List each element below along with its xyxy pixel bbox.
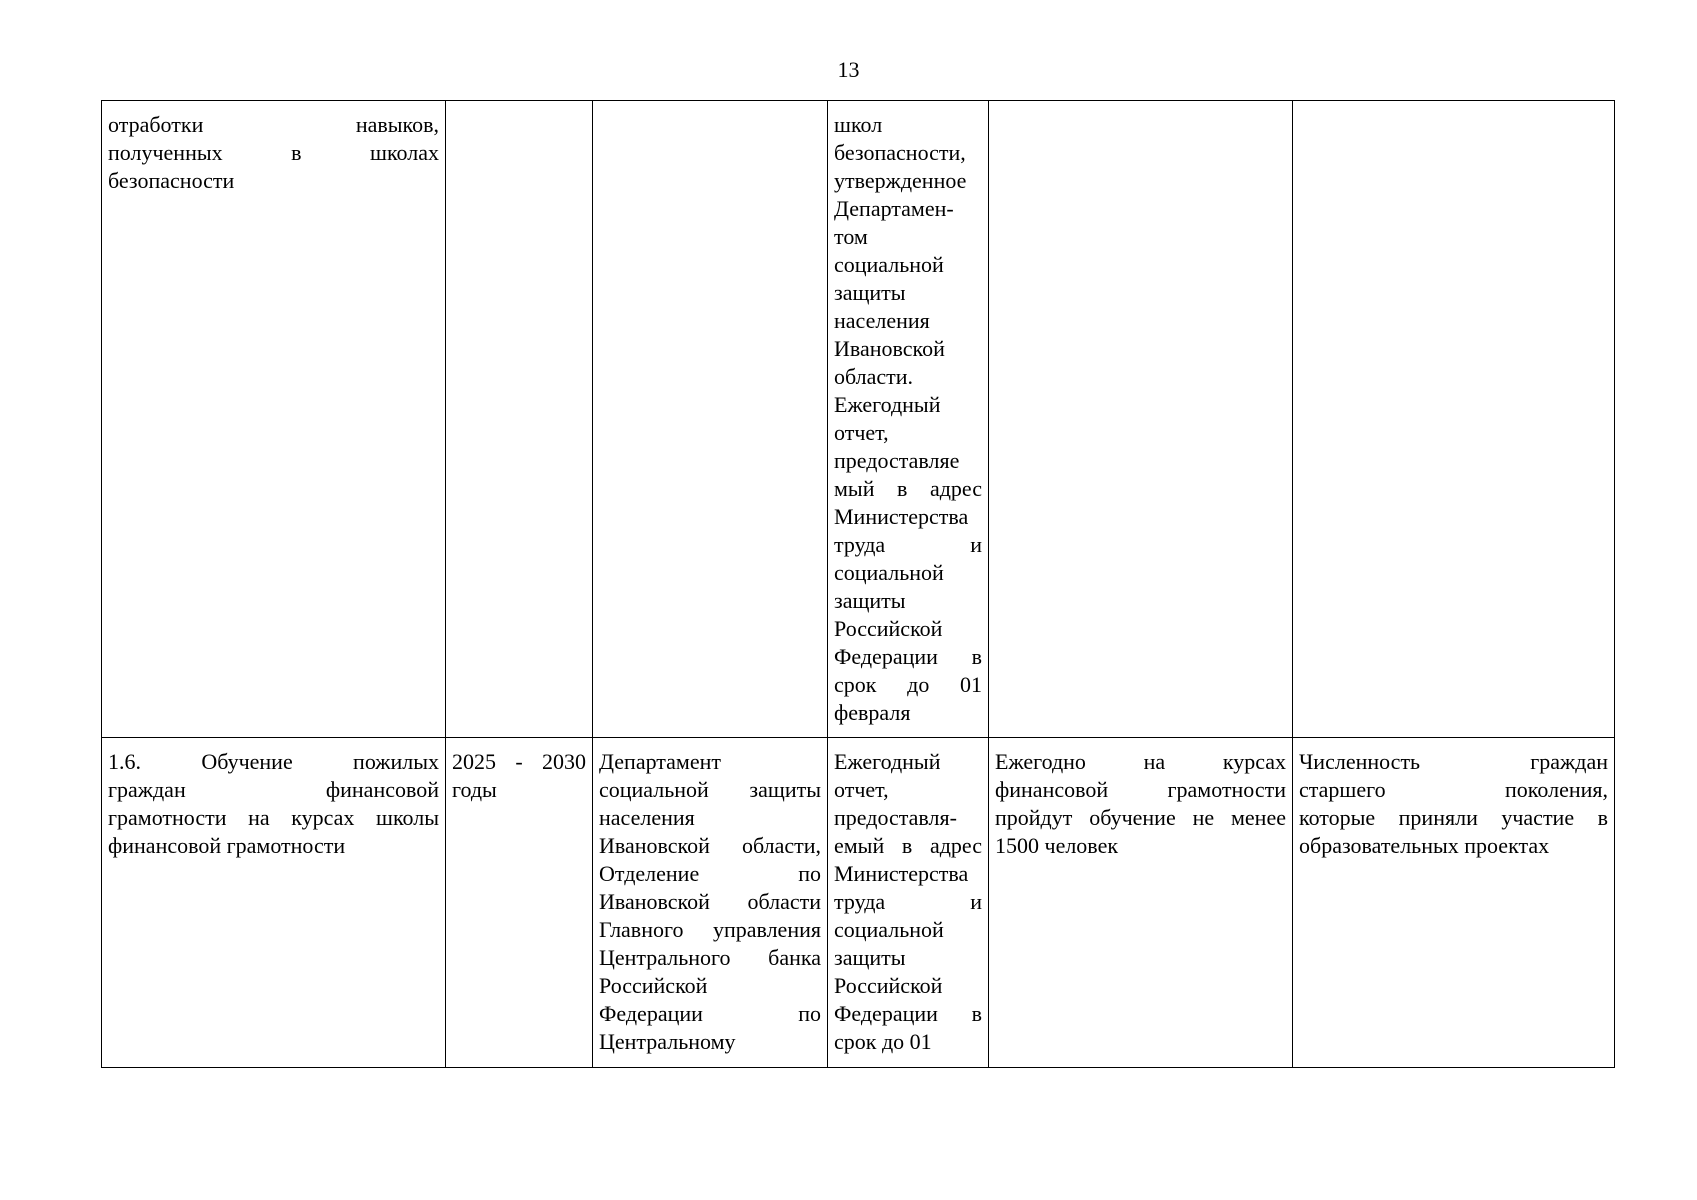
cell-text-line: отработки навыков, — [108, 112, 439, 137]
cell-text-line: том — [834, 224, 868, 249]
cell-text-line: социальной — [834, 917, 944, 942]
cell-text-line: Главного управления — [599, 917, 821, 942]
cell-text-line: Ежегодный — [834, 392, 941, 417]
cell-text-line: предоставля- — [834, 805, 957, 830]
cell-text-line: граждан финансовой — [108, 777, 439, 802]
period-cell — [446, 101, 593, 738]
activity-cell — [102, 738, 446, 1068]
cell-text-line: Департамен- — [834, 196, 954, 221]
cell-text-line: емый в адрес — [834, 833, 982, 858]
cell-text-line: 2025 - 2030 — [452, 749, 586, 774]
cell-text-line: образовательных проектах — [1299, 833, 1550, 858]
cell-text-line: безопасности — [108, 168, 235, 193]
control-form-cell — [828, 738, 989, 1068]
cell-text-line: финансовой грамотности — [108, 833, 346, 858]
cell-text-line: труда и — [834, 889, 982, 914]
cell-text-line: Министерства — [834, 504, 969, 529]
cell-text-line: Ежегодно на курсах — [995, 749, 1286, 774]
cell-text-line: срок до 01 — [834, 672, 982, 697]
cell-text-line: Департамент — [599, 749, 722, 774]
cell-text-line: старшего поколения, — [1299, 777, 1608, 802]
cell-text-line: полученных в школах — [108, 140, 439, 165]
cell-text-line: Ивановской области — [599, 889, 821, 914]
indicator-cell — [1293, 101, 1615, 738]
cell-text-line: социальной — [834, 252, 944, 277]
cell-text-line: труда и — [834, 532, 982, 557]
cell-text-line: Численность граждан — [1299, 749, 1608, 774]
cell-text-line: Федерации в — [834, 1001, 982, 1026]
expected-result-cell — [989, 738, 1293, 1068]
cell-text-line: 1500 человек — [995, 833, 1119, 858]
cell-text-line: защиты — [834, 945, 906, 970]
cell-text-line: Федерации в — [834, 644, 982, 669]
table-row — [102, 101, 1615, 738]
cell-text-line: Центрального банка — [599, 945, 821, 970]
cell-text-line: утвержденное — [834, 168, 967, 193]
cell-text-line: безопасности, — [834, 140, 966, 165]
cell-text-line: защиты — [834, 280, 906, 305]
period-cell — [446, 738, 593, 1068]
cell-text-line: финансовой грамотности — [995, 777, 1286, 802]
cell-text-line: Отделение по — [599, 861, 821, 886]
cell-text-line: годы — [452, 777, 497, 802]
cell-text-line: грамотности на курсах школы — [108, 805, 439, 830]
cell-text-line: области. — [834, 364, 914, 389]
cell-text-line: защиты — [834, 588, 906, 613]
expected-result-cell — [989, 101, 1293, 738]
cell-text-line: Ивановской области, — [599, 833, 821, 858]
cell-text-line: Ежегодный — [834, 749, 941, 774]
cell-text-line: которые приняли участие в — [1299, 805, 1608, 830]
cell-text-line: социальной — [834, 560, 944, 585]
document-table — [101, 100, 1615, 1068]
cell-text-line: социальной защиты — [599, 777, 821, 802]
cell-text-line: Ивановской — [834, 336, 945, 361]
cell-text-line: школ — [834, 112, 883, 137]
cell-text-line: отчет, — [834, 777, 889, 802]
cell-text-line: февраля — [834, 700, 911, 725]
cell-text-line: пройдут обучение не менее — [995, 805, 1286, 830]
cell-text-line: населения — [834, 308, 930, 333]
cell-text-line: срок до 01 — [834, 1029, 932, 1054]
cell-text-line: 1.6. Обучение пожилых — [108, 749, 439, 774]
control-form-cell — [828, 101, 989, 738]
cell-text-line: Федерации по — [599, 1001, 821, 1026]
cell-text-line: мый в адрес — [834, 476, 982, 501]
cell-text-line: Министерства — [834, 861, 969, 886]
table-row — [102, 738, 1615, 1068]
indicator-cell — [1293, 738, 1615, 1068]
cell-text-line: населения — [599, 805, 695, 830]
executors-cell — [593, 101, 828, 738]
cell-text-line: Российской — [834, 973, 943, 998]
cell-text-line: Российской — [834, 616, 943, 641]
cell-text-line: Российской — [599, 973, 708, 998]
executors-cell — [593, 738, 828, 1068]
cell-text-line: Центральному — [599, 1029, 736, 1054]
cell-text-line: отчет, — [834, 420, 889, 445]
activity-cell — [102, 101, 446, 738]
cell-text-line: предоставляе — [834, 448, 960, 473]
page-number: 13 — [837, 57, 860, 82]
